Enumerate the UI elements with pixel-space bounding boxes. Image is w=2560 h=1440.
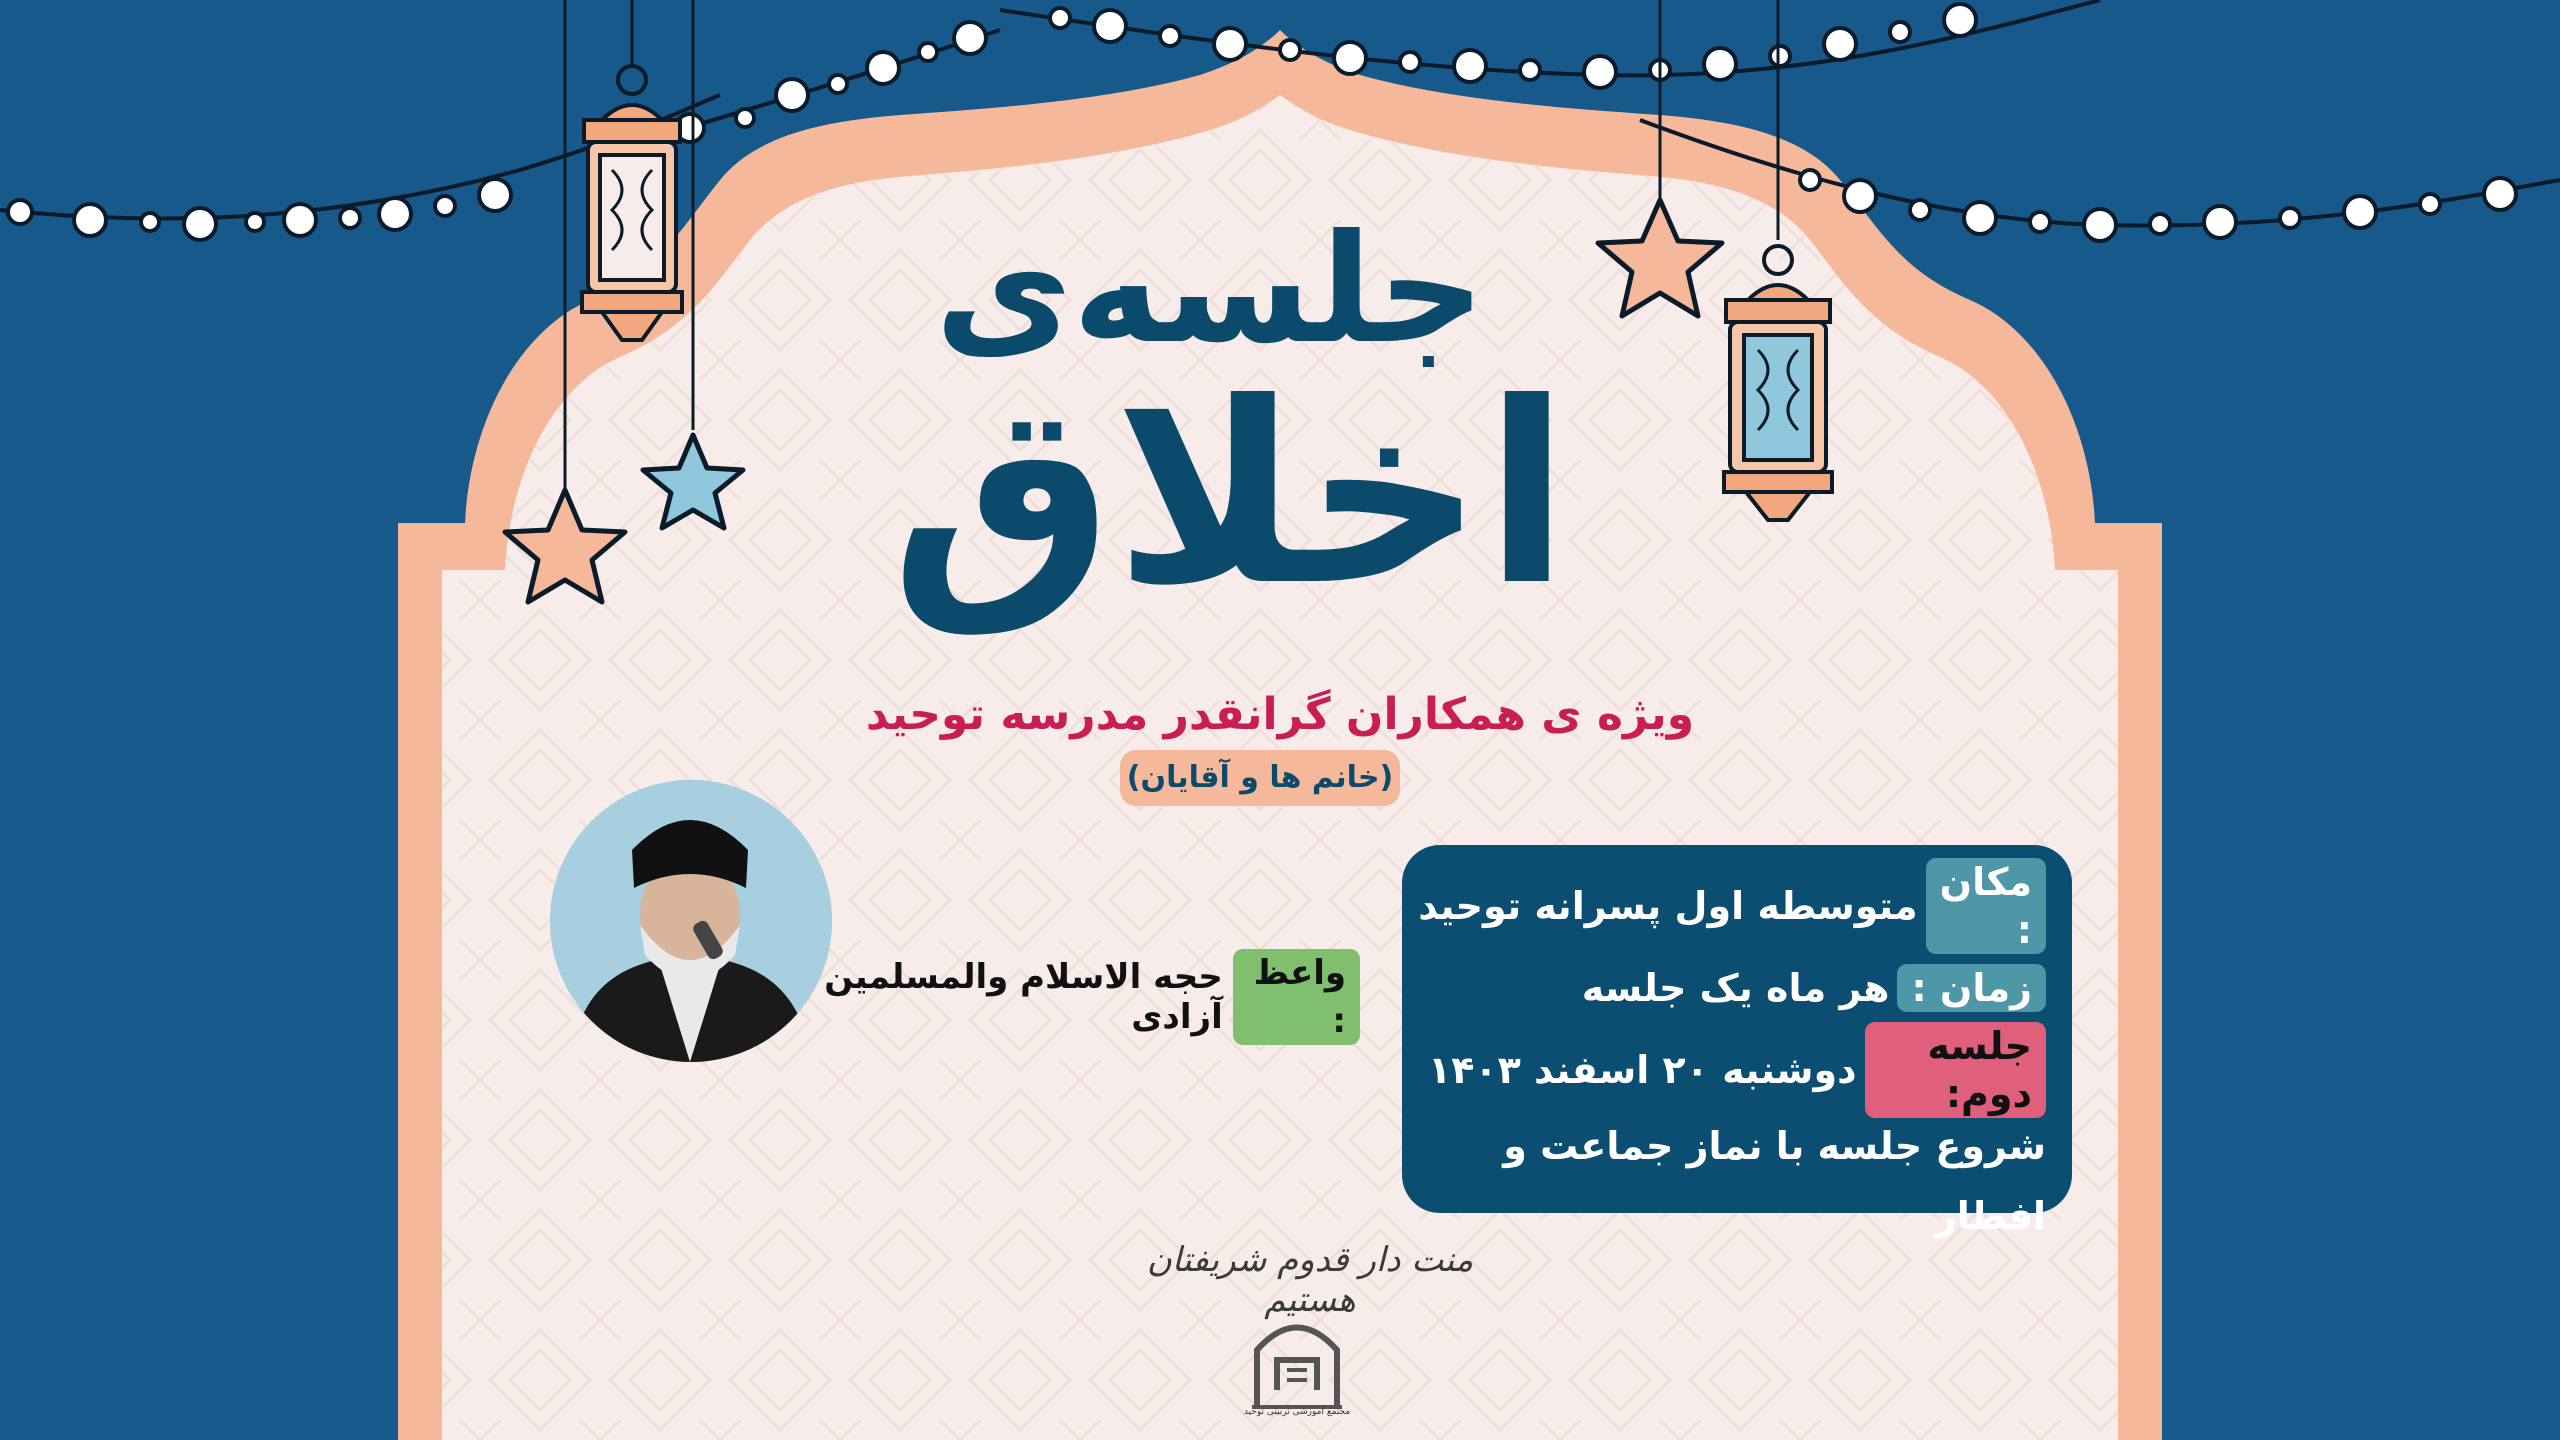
- session-note: شروع جلسه با نماز جماعت و افطار: [1503, 1124, 2046, 1238]
- time-row: [1428, 947, 2046, 1029]
- speaker-label: واعظ :: [1233, 949, 1360, 1045]
- speaker-photo-illustration: [550, 780, 832, 1062]
- speaker-photo: [550, 780, 832, 1062]
- session-label: جلسه دوم:: [1865, 1022, 2046, 1118]
- time-label: زمان :: [1897, 964, 2046, 1012]
- title-line-1: جلسه‌ی: [934, 203, 1486, 377]
- place-value: متوسطه اول پسرانه توحید: [1418, 884, 1918, 928]
- logo-caption: مجتمع آموزشی تربیتی توحید: [1243, 1407, 1351, 1417]
- place-row: [1418, 860, 2046, 952]
- session-row: [1428, 1024, 2046, 1116]
- info-card: [1402, 845, 2072, 1238]
- thanks-text: منت دار قدوم شریفتان هستیم: [1146, 1240, 1474, 1320]
- audience-pill: (خانم ها و آقایان): [1120, 750, 1400, 806]
- speaker-name: حجه الاسلام والمسلمین آزادی: [824, 957, 1223, 1037]
- subtitle: ویژه ی همکاران گرانقدر مدرسه توحید: [865, 689, 1695, 740]
- time-value: هر ماه یک جلسه: [1581, 966, 1890, 1010]
- place-label: مکان :: [1926, 858, 2046, 954]
- title-line-2: اخلاق: [890, 349, 1570, 640]
- lantern-icon: [582, 66, 682, 340]
- speaker-line: [800, 953, 1360, 1041]
- session-value: دوشنبه ۲۰ اسفند ۱۴۰۳: [1428, 1048, 1857, 1092]
- school-logo-icon: [1232, 1295, 1362, 1425]
